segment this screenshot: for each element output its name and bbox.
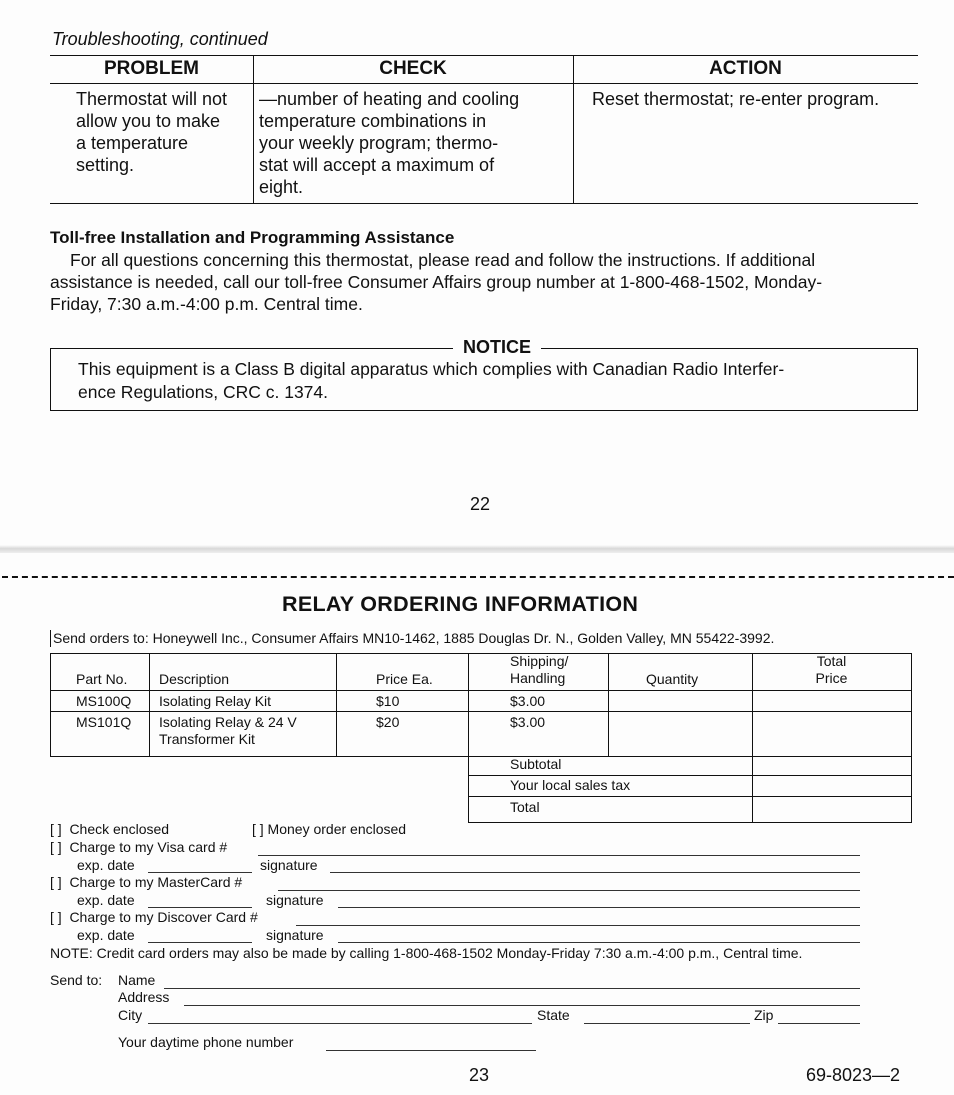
send-to-label: Send to:	[50, 972, 103, 988]
notice-title: NOTICE	[462, 337, 531, 357]
phone-field[interactable]	[326, 1050, 536, 1051]
visa-signature-label: signature	[260, 857, 318, 873]
cell-problem: Thermostat will not allow you to make a temperature setting.	[76, 89, 228, 175]
header-price-ea: Price Ea.	[376, 671, 433, 687]
state-label: State	[537, 1007, 570, 1023]
header-shipping-line: Shipping/	[510, 653, 569, 669]
city-field[interactable]	[148, 1023, 532, 1024]
notice-text	[78, 358, 784, 404]
zip-field[interactable]	[778, 1023, 860, 1024]
city-label: City	[118, 1007, 143, 1023]
visa-signature-field[interactable]	[330, 872, 860, 873]
header-action: ACTION	[709, 58, 782, 79]
table-bottom-rule	[50, 203, 918, 204]
notice-box	[50, 337, 918, 411]
visa-exp-label: exp. date	[77, 857, 135, 873]
header-shipping-line: Handling	[510, 670, 566, 686]
header-total-line: Total	[816, 653, 847, 669]
table-top-rule	[50, 55, 918, 56]
tollfree-line: For all questions concerning this thermostat, please read and follow the instructions. If additional	[70, 250, 816, 270]
document-number: 69-8023—2	[806, 1065, 901, 1085]
row2-price: $20	[376, 714, 400, 730]
discover-signature-label: signature	[266, 927, 324, 943]
address-field[interactable]	[184, 1005, 860, 1006]
credit-card-note: NOTE: Credit card orders may also be made by calling 1-800-468-1502 Monday-Friday 7:30 a.m.-4:00 p.m., Central time.	[50, 945, 803, 961]
cut-line	[2, 576, 954, 578]
tollfree-heading: Toll-free Installation and Programming Assistance	[50, 228, 455, 247]
state-field[interactable]	[584, 1023, 750, 1024]
row1-description: Isolating Relay Kit	[159, 693, 272, 709]
visa-card-number-field[interactable]	[258, 855, 860, 856]
row1-shipping: $3.00	[510, 693, 546, 709]
page-number-23: 23	[469, 1065, 490, 1085]
tollfree-line: Friday, 7:30 a.m.-4:00 p.m. Central time.	[50, 294, 363, 314]
troubleshooting-caption: Troubleshooting, continued	[52, 29, 268, 49]
phone-label: Your daytime phone number	[118, 1034, 294, 1050]
row2-description-line: Isolating Relay & 24 V	[159, 714, 297, 730]
mastercard-signature-label: signature	[266, 892, 324, 908]
discover-exp-label: exp. date	[77, 927, 135, 943]
header-description: Description	[159, 671, 230, 687]
header-problem: PROBLEM	[104, 58, 199, 79]
mastercard-signature-field[interactable]	[338, 907, 860, 908]
mastercard-number-field[interactable]	[278, 890, 860, 891]
row2-part-no: MS101Q	[76, 714, 132, 730]
send-orders-line: Send orders to: Honeywell Inc., Consumer Affairs MN10-1462, 1885 Douglas Dr. N., Golden Valley, MN 55422-3992.	[50, 630, 774, 647]
check-enclosed-option[interactable]: [ ] Check enclosed	[50, 821, 170, 837]
header-shipping	[510, 653, 568, 687]
total-label: Total	[510, 799, 540, 815]
tollfree-line: assistance is needed, call our toll-free Consumer Affairs group number at 1-800-468-1502, Monday-	[50, 272, 823, 292]
header-part-no: Part No.	[76, 671, 128, 687]
header-check: CHECK	[379, 58, 447, 79]
row1-price: $10	[376, 693, 400, 709]
notice-line: This equipment is a Class B digital apparatus which complies with Canadian Radio Interfer-	[78, 359, 785, 379]
row2-description	[159, 714, 297, 748]
page-seam	[0, 545, 954, 553]
mastercard-exp-label: exp. date	[77, 892, 135, 908]
notice-line: ence Regulations, CRC c. 1374.	[78, 382, 328, 402]
mastercard-option[interactable]: [ ] Charge to my MasterCard #	[50, 874, 243, 890]
relay-ordering-title: RELAY ORDERING INFORMATION	[282, 592, 639, 616]
header-total-price	[752, 653, 911, 687]
discover-exp-field[interactable]	[148, 942, 252, 943]
money-order-option[interactable]: [ ] Money order enclosed	[252, 821, 407, 837]
visa-exp-field[interactable]	[148, 872, 252, 873]
row1-part-no: MS100Q	[76, 693, 132, 709]
zip-label: Zip	[754, 1007, 774, 1023]
cell-action: Reset thermostat; re-enter program.	[592, 89, 880, 109]
row2-description-line: Transformer Kit	[159, 731, 255, 747]
page-number-22: 22	[470, 494, 491, 514]
subtotal-label: Subtotal	[510, 756, 562, 772]
mastercard-exp-field[interactable]	[148, 907, 252, 908]
tollfree-body	[50, 249, 920, 315]
sales-tax-label: Your local sales tax	[510, 777, 631, 793]
row2-shipping: $3.00	[510, 714, 546, 730]
address-label: Address	[118, 989, 170, 1005]
visa-option[interactable]: [ ] Charge to my Visa card #	[50, 839, 228, 855]
discover-number-field[interactable]	[296, 925, 860, 926]
discover-option[interactable]: [ ] Charge to my Discover Card #	[50, 909, 258, 925]
name-field[interactable]	[164, 988, 860, 989]
header-total-line: Price	[815, 670, 848, 686]
header-quantity: Quantity	[646, 671, 699, 687]
cell-check: —number of heating and cooling temperature combinations in your weekly program; thermo- stat will accept a maximum of eight.	[259, 89, 520, 197]
name-label: Name	[118, 972, 156, 988]
table-header-rule	[50, 83, 918, 84]
discover-signature-field[interactable]	[338, 942, 860, 943]
